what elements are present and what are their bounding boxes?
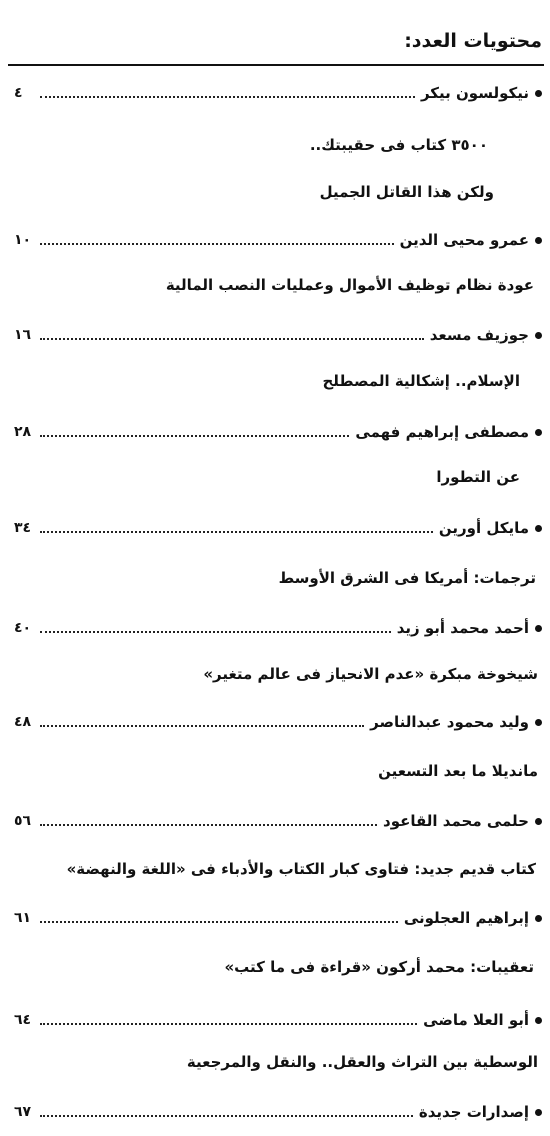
toc-page-number: ١٠: [14, 232, 32, 248]
bullet-icon: [535, 915, 542, 922]
toc-author: نيكولسون بيكر: [420, 84, 529, 102]
toc-author: وليد محمود عبدالناصر: [370, 713, 529, 731]
toc-page-number: ٦١: [14, 910, 32, 926]
toc-author: أبو العلا ماضى: [423, 1011, 529, 1029]
toc-entry[interactable]: [14, 616, 542, 640]
bullet-icon: [535, 625, 542, 632]
toc-page-number: ٥٦: [14, 813, 32, 829]
toc-author: إصدارات جديدة: [418, 1103, 529, 1121]
toc-article-title[interactable]: مانديلا ما بعد التسعين: [378, 762, 538, 780]
toc-article-title[interactable]: تعقيبات: محمد أركون «قراءة فى ما كتب»: [224, 958, 534, 976]
toc-page-number: ٤: [14, 85, 23, 101]
bullet-icon: [535, 1017, 542, 1024]
bullet-icon: [535, 332, 542, 339]
dot-leader: [40, 725, 364, 727]
bullet-icon: [535, 719, 542, 726]
toc-entry[interactable]: [14, 516, 542, 540]
bullet-icon: [535, 237, 542, 244]
bullet-icon: [535, 429, 542, 436]
toc-page-number: ٦٤: [14, 1012, 32, 1028]
bullet-icon: [535, 525, 542, 532]
dot-leader: [40, 531, 433, 533]
toc-entry[interactable]: [14, 906, 542, 930]
toc-entry[interactable]: [14, 420, 542, 444]
bullet-icon: [535, 90, 542, 97]
bullet-icon: [535, 1109, 542, 1116]
toc-entry[interactable]: [14, 228, 542, 252]
dot-leader: [40, 921, 398, 923]
toc-article-title[interactable]: عن التطورا: [436, 468, 520, 486]
toc-entry[interactable]: [14, 809, 542, 833]
toc-article-title[interactable]: ٣٥٠٠ كتاب فى حقيبتك..: [309, 136, 488, 154]
dot-leader: [40, 96, 415, 98]
toc-entry[interactable]: [14, 1008, 542, 1032]
dot-leader: [40, 1115, 413, 1117]
toc-author: جوزيف مسعد: [429, 326, 529, 344]
toc-author: إبراهيم العجلونى: [403, 909, 529, 927]
dot-leader: [40, 1023, 417, 1025]
toc-author: مصطفى إبراهيم فهمى: [355, 423, 529, 441]
dot-leader: [40, 338, 424, 340]
toc-page-number: ٣٤: [14, 520, 32, 536]
toc-entry[interactable]: [14, 81, 542, 105]
toc-entry[interactable]: [14, 1100, 542, 1124]
toc-author: مايكل أورين: [438, 519, 529, 537]
bullet-icon: [535, 818, 542, 825]
toc-entry[interactable]: [14, 323, 542, 347]
dot-leader: [40, 435, 349, 437]
toc-article-title[interactable]: ولكن هذا القاتل الجميل: [319, 183, 494, 201]
toc-page-number: ١٦: [14, 327, 32, 343]
toc-author: أحمد محمد أبو زيد: [396, 619, 529, 637]
toc-author: حلمى محمد القاعود: [383, 812, 529, 830]
toc-page-number: ٤٠: [14, 620, 32, 636]
toc-page-number: ٤٨: [14, 714, 32, 730]
toc-article-title[interactable]: عودة نظام توظيف الأموال وعمليات النصب المالية: [165, 276, 534, 294]
toc-article-title[interactable]: ترجمات: أمريكا فى الشرق الأوسط: [278, 569, 536, 587]
toc-article-title[interactable]: كتاب قديم جديد: فتاوى كبار الكتاب والأدباء فى «اللغة والنهضة»: [66, 860, 536, 878]
contents-heading: محتويات العدد:: [404, 30, 542, 52]
toc-article-title[interactable]: الوسطية بين التراث والعقل.. والنقل والمرجعية: [186, 1053, 538, 1071]
dot-leader: [40, 824, 377, 826]
toc-page-number: ٦٧: [14, 1104, 32, 1120]
toc-author: عمرو محيى الدين: [399, 231, 529, 249]
heading-divider: [8, 64, 544, 66]
dot-leader: [40, 631, 391, 633]
toc-page-number: ٢٨: [14, 424, 32, 440]
dot-leader: [40, 243, 394, 245]
toc-article-title[interactable]: الإسلام.. إشكالية المصطلح: [322, 372, 520, 390]
toc-article-title[interactable]: شيخوخة مبكرة «عدم الانحياز فى عالم متغير»: [203, 665, 538, 683]
toc-entry[interactable]: [14, 710, 542, 734]
